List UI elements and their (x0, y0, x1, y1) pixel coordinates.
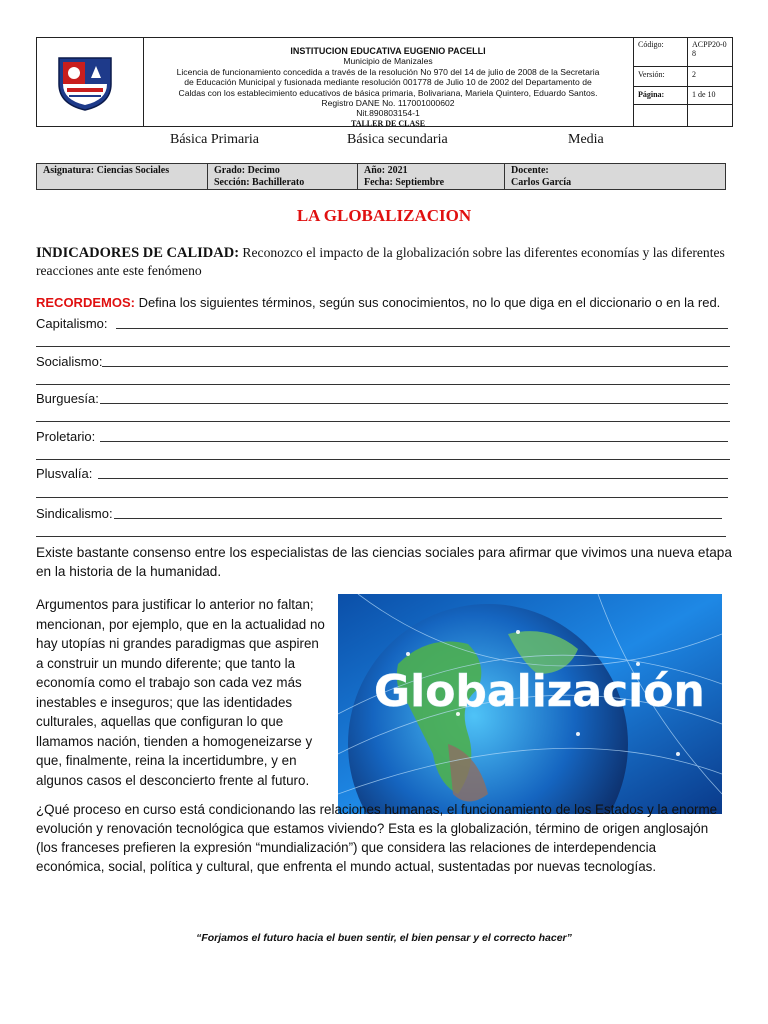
asignatura: Asignatura: Ciencias Sociales (43, 165, 170, 176)
globalizacion-paragraph (36, 800, 736, 876)
version-label: Versión: (638, 70, 665, 79)
pagina-value: 1 de 10 (692, 90, 716, 99)
page-title: LA GLOBALIZACION (296, 206, 472, 225)
answer-line[interactable] (98, 478, 728, 479)
fecha: Fecha: Septiembre (364, 177, 445, 188)
info-table (36, 163, 726, 190)
answer-line[interactable] (114, 518, 722, 519)
answer-line[interactable] (102, 366, 728, 367)
answer-line[interactable] (36, 497, 728, 498)
recordemos-text: Defina los siguientes términos, según sus conocimientos, no lo que diga en el diccionario o en la red. (134, 295, 721, 310)
version-value: 2 (692, 70, 696, 79)
header-meta (633, 38, 732, 126)
seccion: Sección: Bachillerato (214, 177, 305, 188)
docente-label: Docente: (511, 165, 549, 176)
indicadores-label: INDICADORES DE CALIDAD: (36, 245, 240, 261)
nit: Nit.890803154-1 (356, 108, 420, 119)
docente-cell (505, 164, 725, 189)
intro-paragraph: Existe bastante consenso entre los especialistas de las ciencias sociales para afirmar que vivimos una nueva etapa en la historia de la humanidad. (36, 545, 732, 579)
footer-motto: “Forjamos el futuro hacia el buen sentir, el bien pensar y el correcto hacer” (196, 932, 572, 944)
indicadores-block (36, 244, 736, 280)
argumentos-paragraph: Argumentos para justificar lo anterior no faltan; mencionan, por ejemplo, que en la actualidad no hay utopías ni grandes paradigmas que aspiren a construir un mundo diferente; que tanto la economía como el trabajo son cada vez más inestables e inseguros; que las identidades culturales, aquellas que configuran lo que llamamos nación, tienden a homogeneizarse y que, finalmente, reina la incertidumbre, y en algunos casos el desconcierto frente al futuro. (36, 597, 325, 788)
codigo-value: ACPP20-08 (692, 40, 727, 58)
grado: Grado: Decimo (214, 165, 280, 176)
level-media: Media (568, 132, 604, 147)
municipality: Municipio de Manizales (343, 56, 433, 67)
answer-line[interactable] (36, 346, 730, 347)
term-capitalismo: Capitalismo: (36, 316, 108, 331)
license-line-2: de Educación Municipal y fusionada mediante resolución 001778 de Julio 10 de 2002 del Departamento de (184, 77, 592, 88)
institution-name: INSTITUCION EDUCATIVA EUGENIO PACELLI (290, 46, 486, 56)
answer-line[interactable] (100, 441, 728, 442)
license-line-1: Licencia de funcionamiento concedida a través de la resolución No 970 del 14 de julio de 2008 de la Secretaria (176, 66, 600, 77)
globe-network-icon (338, 594, 722, 814)
term-plusvalia: Plusvalía: (36, 466, 93, 481)
answer-line[interactable] (116, 328, 728, 329)
codigo-row (633, 38, 732, 67)
recordemos-block (36, 294, 756, 312)
term-socialismo: Socialismo: (36, 354, 103, 369)
pagina-label: Página: (638, 90, 665, 99)
answer-line[interactable] (36, 459, 730, 460)
license-line-3: Caldas con los establecimiento educativos de básica primaria, Bolivariana, Mariela Quintero, Eduardo Santos. (178, 87, 598, 98)
header-table (36, 37, 733, 127)
term-proletario: Proletario: (36, 429, 96, 444)
answer-line[interactable] (36, 536, 726, 537)
recordemos-label: RECORDEMOS: (36, 295, 135, 310)
term-burguesia: Burguesía: (36, 391, 99, 406)
level-basica-secundaria: Básica secundaria (347, 132, 448, 147)
anio-fecha (358, 164, 504, 189)
header-institution-block (143, 38, 634, 126)
logo-cell (37, 38, 144, 126)
answer-line[interactable] (36, 384, 730, 385)
globalizacion-image (338, 594, 722, 814)
globalizacion-paragraph-text: ¿Qué proceso en curso está condicionando las relaciones humanas, el funcionamiento de los Estados y la enorme evolución y renovación tecnológica que estamos viviendo? Esta es la globalización, término de origen anglosajón (los franceses prefieren la expresión “mundialización”) que considera las relaciones de interdependencia económica, social, política y cultural, que enfrenta el mundo actual, sustentadas por nuevas tecnologías. (36, 802, 718, 874)
codigo-label: Código: (638, 40, 664, 49)
version-row (633, 66, 732, 87)
pagina-row (633, 86, 732, 105)
grado-seccion (208, 164, 358, 189)
dane-registry: Registro DANE No. 117001000602 (321, 98, 455, 109)
taller-label: TALLER DE CLASE (350, 118, 426, 128)
image-word: Globalización (374, 666, 705, 717)
docente-name: Carlos García (511, 177, 572, 188)
school-shield-icon (55, 54, 115, 112)
anio: Año: 2021 (364, 165, 408, 176)
level-basica-primaria: Básica Primaria (170, 132, 260, 147)
indicadores-text: Reconozco el impacto de la globalización sobre las diferentes economías y las diferentes reacciones ante este fenómeno (36, 245, 725, 278)
answer-line[interactable] (100, 403, 728, 404)
term-sindicalismo: Sindicalismo: (36, 506, 113, 521)
answer-line[interactable] (36, 421, 730, 422)
